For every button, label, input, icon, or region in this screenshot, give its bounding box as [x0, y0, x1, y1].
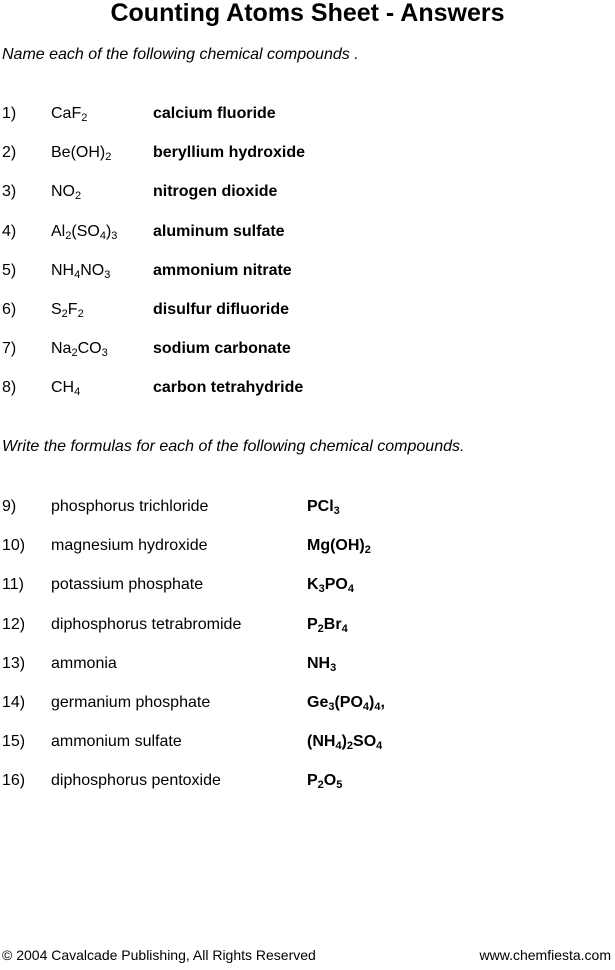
- compound-name: diphosphorus tetrabromide: [51, 615, 242, 633]
- chemical-formula: $CH_4$: [51, 379, 81, 399]
- list-item: [0, 181, 615, 203]
- item-number: 16): [2, 772, 26, 790]
- list-item: [0, 731, 615, 753]
- list-item: [0, 221, 615, 243]
- answer-compound-name: disulfur difluoride: [153, 301, 289, 318]
- chemical-formula: $Na_2CO_3$: [51, 340, 108, 360]
- answer-compound-name: nitrogen dioxide: [153, 183, 278, 201]
- answer-compound-name: aluminum sulfate: [153, 222, 285, 240]
- list-item: [0, 574, 615, 596]
- compound-name: diphosphorus pentoxide: [51, 772, 221, 790]
- list-item: [0, 496, 615, 518]
- list-item: [0, 377, 615, 399]
- list-item: [0, 299, 615, 321]
- item-number: 2): [2, 144, 17, 162]
- website-text: www.chemfiesta.com: [479, 947, 611, 963]
- list-item: [0, 338, 615, 360]
- item-number: 10): [2, 537, 26, 555]
- item-number: 15): [2, 733, 26, 751]
- item-number: 13): [2, 654, 26, 672]
- compound-name: ammonium sulfate: [51, 733, 182, 751]
- item-number: 1): [2, 105, 17, 122]
- answer-compound-name: beryllium hydroxide: [153, 144, 306, 162]
- chemical-formula: CaF$_2$: [51, 105, 88, 124]
- compound-name: potassium phosphate: [51, 576, 204, 594]
- list-item: [0, 653, 615, 675]
- answer-compound-name: calcium fluoride: [153, 105, 276, 122]
- item-number: 3): [2, 183, 17, 201]
- answer-compound-name: sodium carbonate: [153, 340, 291, 358]
- item-number: 4): [2, 222, 17, 240]
- list-item: [0, 614, 615, 636]
- item-number: 8): [2, 379, 17, 397]
- list-item: [0, 770, 615, 792]
- item-number: 12): [2, 615, 26, 633]
- item-number: 7): [2, 340, 17, 358]
- chemical-formula: $S_2F_2$: [51, 301, 84, 320]
- copyright-text: © 2004 Cavalcade Publishing, All Rights Reserved: [2, 947, 316, 963]
- chemical-formula: $NO_2$: [51, 183, 82, 203]
- compound-name: ammonia: [51, 654, 117, 672]
- answer-formula: $(NH_4)_2SO_4$: [307, 733, 383, 753]
- item-number: 11): [2, 576, 24, 594]
- section2-instruction: Write the formulas for each of the following chemical compounds.: [2, 438, 465, 455]
- compound-name: magnesium hydroxide: [51, 537, 208, 555]
- answer-formula: PCl$_3$: [307, 498, 340, 517]
- item-number: 5): [2, 261, 17, 279]
- answer-formula: $Mg(OH)_2$: [307, 537, 371, 557]
- page-title: Counting Atoms Sheet - Answers: [110, 0, 505, 27]
- list-item: [0, 535, 615, 557]
- list-item: [0, 260, 615, 282]
- answer-formula: $P_2O_5$: [307, 772, 343, 792]
- chemical-formula: $NH_4NO_3$: [51, 261, 111, 281]
- list-item: [0, 103, 615, 125]
- compound-name: phosphorus trichloride: [51, 498, 209, 515]
- section1-instruction: Name each of the following chemical compounds .: [2, 46, 359, 63]
- item-number: 14): [2, 694, 26, 711]
- chemical-formula: $Al_2(SO_4)_3$: [51, 222, 118, 242]
- list-item: [0, 142, 615, 164]
- compound-name: germanium phosphate: [51, 694, 211, 711]
- answer-formula: $Ge_3(PO_4)_4$,: [307, 694, 385, 713]
- answer-compound-name: ammonium nitrate: [153, 261, 292, 279]
- list-item: [0, 692, 615, 714]
- chemical-formula: $Be(OH)_2$: [51, 144, 112, 164]
- answer-formula: $NH_3$: [307, 654, 337, 674]
- answer-compound-name: carbon tetrahydride: [153, 379, 304, 397]
- item-number: 9): [2, 498, 17, 515]
- answer-formula: $K_3PO_4$: [307, 576, 354, 596]
- answer-formula: $P_2Br_4$: [307, 615, 348, 635]
- item-number: 6): [2, 301, 17, 318]
